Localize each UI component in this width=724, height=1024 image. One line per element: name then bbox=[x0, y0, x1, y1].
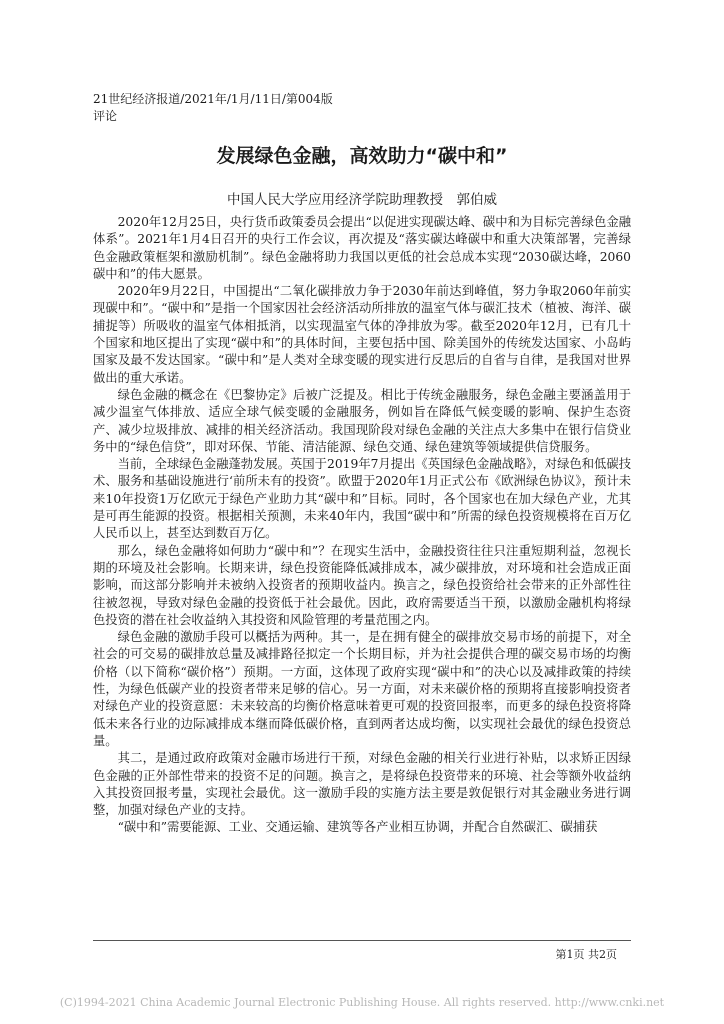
copyright-footer: (C)1994-2021 China Academic Journal Electronic Publishing House. All rights reserved. http://www.cnki.net bbox=[59, 996, 665, 1009]
paragraph: 那么，绿色金融将如何助力“碳中和”？在现实生活中，金融投资往往只注重短期利益，忽视长期的环境及社会影响。长期来讲，绿色投资能降低减排成本，减少碳排放，对环境和社会造成正面影响，而这部分影响并未被纳入投资者的预期收益内。换言之，绿色投资给社会带来的正外部性往往被忽视，导致对绿色金融的投资低于社会最优。因此，政府需要适当干预，以激励金融机构将绿色投资的潜在社会收益纳入其投资和风险管理的考量范围之内。 bbox=[93, 543, 631, 627]
page-number: 第1页 共2页 bbox=[555, 948, 617, 961]
article-body bbox=[93, 214, 631, 837]
paragraph: 绿色金融的激励手段可以概括为两种。其一，是在拥有健全的碳排放交易市场的前提下，对全社会的可交易的碳排放总量及减排路径拟定一个长期目标，并为社会提供合理的碳交易市场的均衡价格（以下简称“碳价格”）预期。一方面，这体现了政府实现“碳中和”的决心以及减排政策的持续性，为绿色低碳产业的投资者带来足够的信心。另一方面，对未来碳价格的预期将直接影响投资者对绿色产业的投资意愿：未来较高的均衡价格意味着更可观的投资回报率，而更多的绿色投资将降低未来各行业的边际减排成本继而降低碳价格，直到两者达成均衡，以实现社会最优的绿色投资总量。 bbox=[93, 630, 631, 748]
paragraph: “碳中和”需要能源、工业、交通运输、建筑等各产业相互协调，并配合自然碳汇、碳捕获 bbox=[117, 820, 598, 835]
paragraph: 2020年9月22日，中国提出“二氧化碳排放力争于2030年前达到峰值，努力争取2060年前实现碳中和”。“碳中和”是指一个国家因社会经济活动所排放的温室气体与碳汇技术（植被、海洋、碳捕捉等）所吸收的温室气体相抵消，以实现温室气体的净排放为零。截至2020年12月，已有几十个国家和地区提出了实现“碳中和”的具体时间，主要包括中国、除美国外的传统发达国家、小岛屿国家及最不发达国家。“碳中和”是人类对全球变暖的现实进行反思后的自省与自律，是我国对世界做出的重大承诺。 bbox=[93, 284, 631, 385]
paragraph: 绿色金融的概念在《巴黎协定》后被广泛提及。相比于传统金融服务，绿色金融主要涵盖用于减少温室气体排放、适应全球气候变暖的金融服务，例如旨在降低气候变暖的影响、保护生态资产、减少垃圾排放、减排的相关经济活动。我国现阶段对绿色金融的关注点大多集中在银行信贷业务中的“绿色信贷”，即对环保、节能、清洁能源、绿色交通、绿色建筑等领域提供信贷服务。 bbox=[93, 387, 631, 454]
section-label: 评论 bbox=[93, 109, 118, 123]
paragraph: 其二，是通过政府政策对金融市场进行干预，对绿色金融的相关行业进行补贴，以求矫正因绿色金融的正外部性带来的投资不足的问题。换言之，是将绿色投资带来的环境、社会等额外收益纳入其投资回报考量，实现社会最优。这一激励手段的实施方法主要是敦促银行对其金融业务进行调整，加强对绿色产业的支持。 bbox=[93, 751, 631, 818]
article-title: 发展绿色金融，高效助力“碳中和” bbox=[216, 145, 508, 167]
paragraph: 当前，全球绿色金融蓬勃发展。英国于2019年7月提出《英国绿色金融战略》，对绿色和低碳技术、服务和基础设施进行‘前所未有的投资”。欧盟于2020年1月正式公布《欧洲绿色协议》，预计未来10年投资1万亿欧元于绿色产业助力其“碳中和”目标。同时，各个国家也在加大绿色产业，尤其是可再生能源的投资。根据相关预测，未来40年内，我国“碳中和”所需的绿色投资规模将在百万亿人民币以上，甚至达到数百万亿。 bbox=[93, 457, 631, 541]
author-line: 中国人民大学应用经济学院助理教授 郭伯威 bbox=[227, 192, 497, 208]
paragraph: 2020年12月25日，央行货币政策委员会提出“以促进实现碳达峰、碳中和为目标完善绿色金融体系”。2021年1月4日召开的央行工作会议，再次提及“落实碳达峰碳中和重大决策部署，完善绿色金融政策框架和激励机制”。绿色金融将助力我国以更低的社会总成本实现“2030碳达峰，2060碳中和”的伟大愿景。 bbox=[93, 215, 631, 281]
source-line: 21世纪经济报道/2021年/1月/11日/第004版 bbox=[93, 92, 333, 106]
footer-divider bbox=[93, 940, 631, 941]
source-info bbox=[93, 91, 333, 125]
